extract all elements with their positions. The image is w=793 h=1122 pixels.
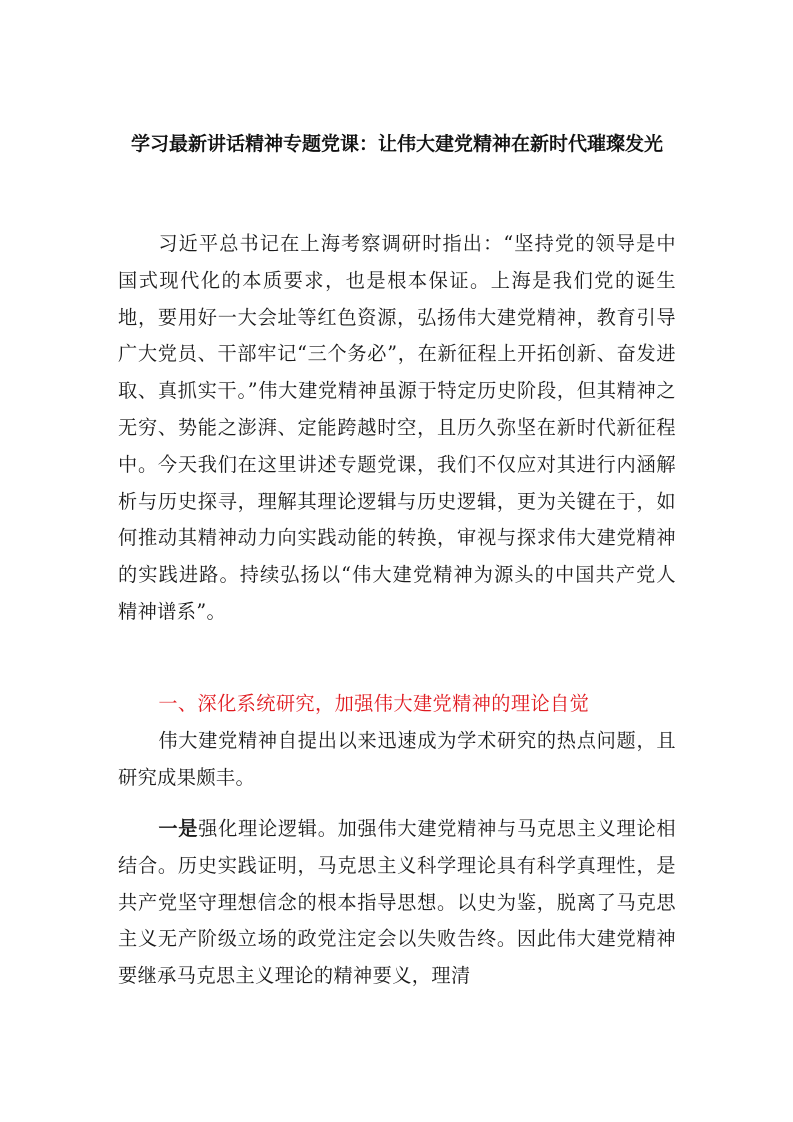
document-title: 学习最新讲话精神专题党课：让伟大建党精神在新时代璀璨发光 xyxy=(130,133,663,155)
point-one-paragraph xyxy=(118,811,676,995)
point-one-text: 强化理论逻辑。加强伟大建党精神与马克思主义理论相结合。历史实践证明，马克思主义科学理论具有科学真理性，是共产党坚守理想信念的根本指导思想。以史为鉴，脱离了马克思主义无产阶级立场的政党注定会以失败告终。因此伟大建党精神要继承马克思主义理论的精神要义，理清 xyxy=(118,817,676,988)
section-heading: 一、深化系统研究，加强伟大建党精神的理论自觉 xyxy=(158,692,590,715)
intro-paragraph: 习近平总书记在上海考察调研时指出：“坚持党的领导是中国式现代化的本质要求，也是根本保证。上海是我们党的诞生地，要用好一大会址等红色资源，弘扬伟大建党精神，教育引导广大党员、干部牢记“三个务必”，在新征程上开拓创新、奋发进取、真抓实干。”伟大建党精神虽源于特定历史阶段，但其精神之无穷、势能之澎湃、定能跨越时空，且历久弥坚在新时代新征程中。今天我们在这里讲述专题党课，我们不仅应对其进行内涵解析与历史探寻，理解其理论逻辑与历史逻辑，更为关键在于，如何推动其精神动力向实践动能的转换，审视与探求伟大建党精神的实践进路。持续弘扬以“伟大建党精神为源头的中国共产党人精神谱系”。 xyxy=(118,232,676,623)
point-one-lead: 一是 xyxy=(158,817,199,840)
section-intro-paragraph: 伟大建党精神自提出以来迅速成为学术研究的热点问题，且研究成果颇丰。 xyxy=(118,729,676,789)
